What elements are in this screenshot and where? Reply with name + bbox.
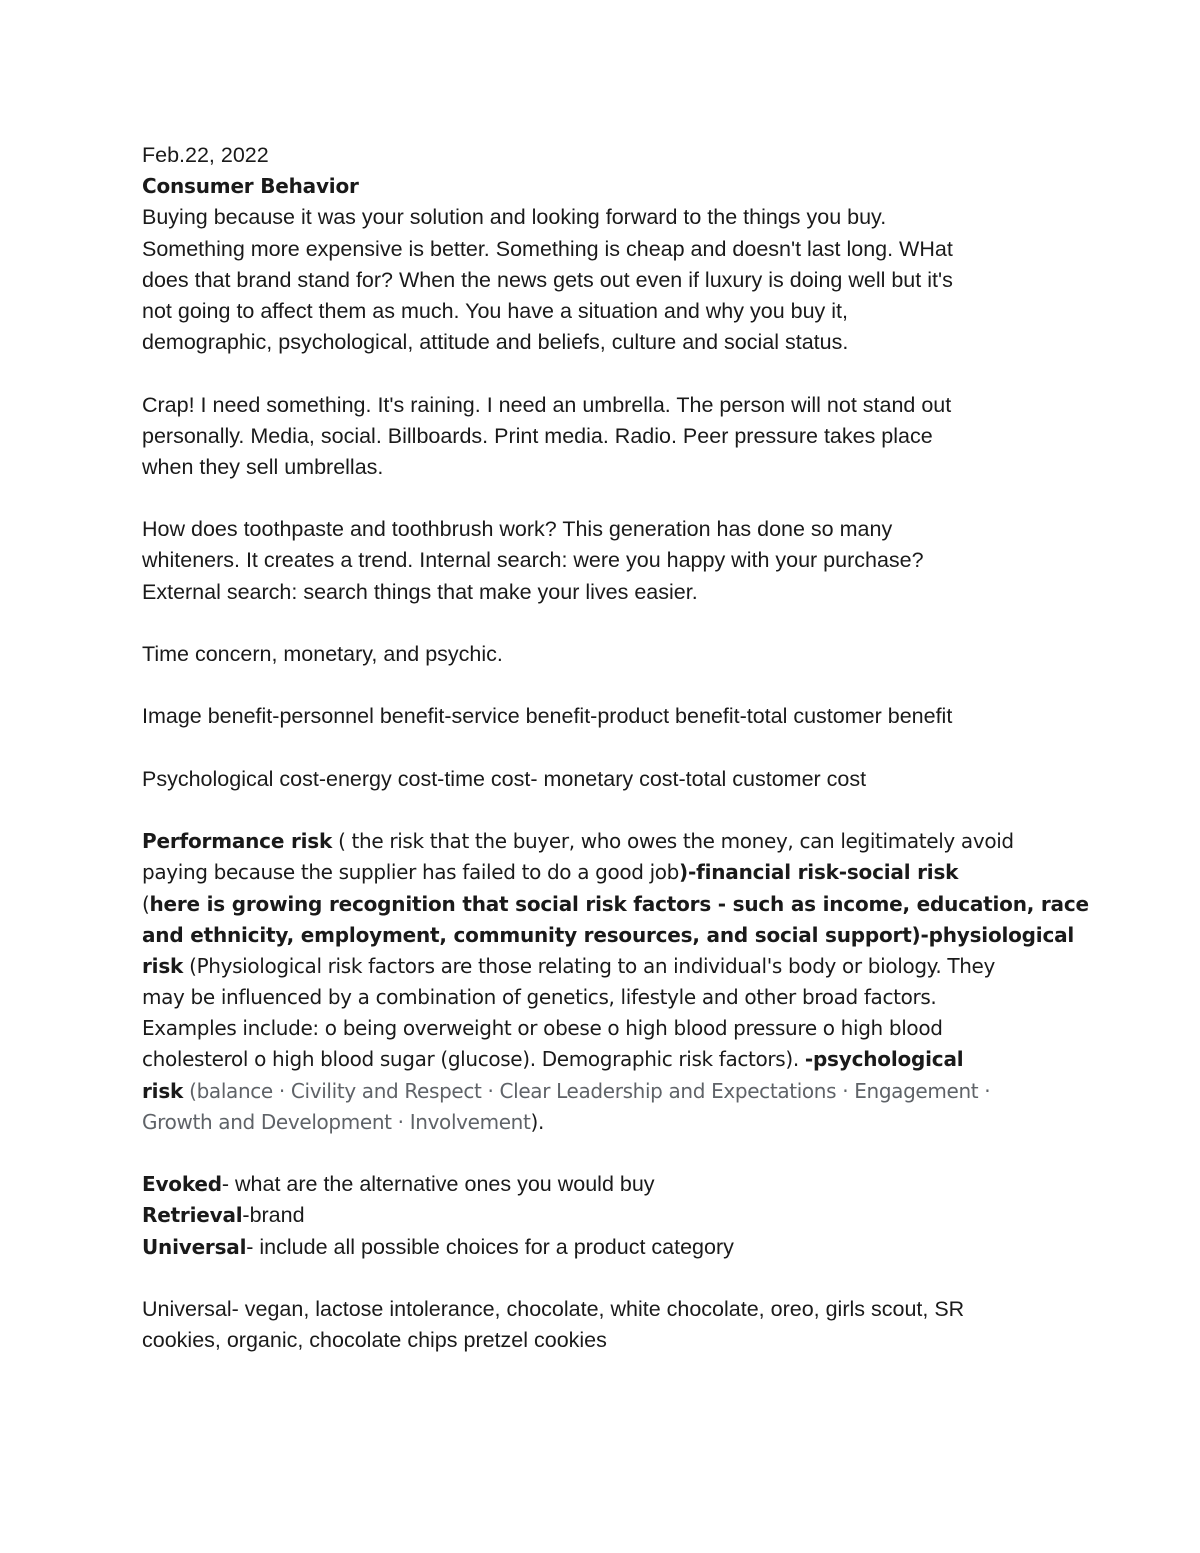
paragraph-line: whiteners. It creates a trend. Internal search: were you happy with your purchase? [142,548,924,573]
paragraph-gap [142,1263,1062,1294]
risk-text-gray: Growth and Development · Involvement [142,1109,531,1134]
paragraph-line: Something more expensive is better. Something is cheap and doesn't last long. WHat [142,236,953,261]
risk-text: cholesterol o high blood sugar (glucose). Demographic risk factors). [142,1047,805,1072]
paragraph-gap [142,733,1062,764]
risk-line [142,1076,1062,1107]
paragraph-line: does that brand stand for? When the news gets out even if luxury is doing well but it's [142,267,953,292]
universal-set-line [142,1232,1062,1263]
paragraph-line: Psychological cost-energy cost-time cost- monetary cost-total customer cost [142,766,867,791]
risk-text: (Physiological risk factors are those relating to an individual's body or biology. They [183,953,995,978]
retrieval-set-line [142,1200,1062,1231]
paragraph-gap [142,795,1062,826]
paragraph-line: Universal- vegan, lactose intolerance, chocolate, white chocolate, oreo, girls scout, SR [142,1296,965,1321]
psychological-risk-term: risk [142,1078,184,1103]
paragraph-line: How does toothpaste and toothbrush work? This generation has done so many [142,517,893,542]
document-body [142,140,1089,1356]
paragraph-line: Buying because it was your solution and looking forward to the things you buy. [142,205,887,230]
page-title: Consumer Behavior [142,174,359,199]
universal-term: Universal [142,1234,247,1259]
paragraph-line: Time concern, monetary, and psychic. [142,642,503,666]
paragraph-line: Crap! I need something. It's raining. I need an umbrella. The person will not stand out [142,392,952,417]
risk-line [142,826,1062,857]
risk-line [142,1044,1062,1075]
paragraph-gap [142,608,1062,639]
retrieval-term: Retrieval [142,1203,243,1228]
paragraph-line: demographic, psychological, attitude and beliefs, culture and social status. [142,330,849,355]
paragraph-line: cookies, organic, chocolate chips pretzel cookies [142,1328,607,1353]
financial-social-risk-term: )-financial risk-social risk [679,860,959,885]
paragraph-line: when they sell umbrellas. [142,454,384,479]
risk-line: may be influenced by a combination of genetics, lifestyle and other broad factors. [142,985,937,1010]
risk-text-gray: (balance · Civility and Respect · Clear Leadership and Expectations · Engagement · [183,1078,991,1103]
paragraph-gap [142,1138,1062,1169]
universal-definition: - include all possible choices for a product category [246,1234,734,1259]
performance-risk-term: Performance risk [142,829,333,854]
evoked-term: Evoked [142,1172,222,1197]
paragraph-line: External search: search things that make your lives easier. [142,579,698,604]
paragraph-line: personally. Media, social. Billboards. Print media. Radio. Peer pressure takes place [142,423,933,448]
risk-text: paying because the supplier has failed to do a good job [142,860,680,885]
risk-line [142,1107,1062,1138]
paragraph-line: Image benefit-personnel benefit-service benefit-product benefit-total customer benefit [142,704,953,729]
risk-line [142,857,1062,888]
retrieval-definition: -brand [242,1203,305,1228]
evoked-definition: - what are the alternative ones you would buy [221,1172,655,1197]
risk-line [142,920,1075,951]
risk-text: ( [142,891,150,916]
risk-text-bold: here is growing recognition that social risk factors - such as income, education, race [149,891,1089,916]
risk-line [142,951,1062,982]
risk-text-bold: and ethnicity, employment, community resources, and social support)-physiological [142,922,1075,947]
risk-text: ). [530,1109,544,1134]
paragraph-gap [142,483,1062,514]
date-line: Feb.22, 2022 [142,143,269,167]
paragraph-gap [142,358,1062,389]
psychological-risk-term: -psychological [804,1047,964,1072]
paragraph-line: not going to affect them as much. You have a situation and why you buy it, [142,298,848,323]
physiological-risk-term: risk [142,953,184,978]
risk-line [142,889,1089,920]
paragraph-gap [142,670,1062,701]
evoked-set-line [142,1169,1062,1200]
risk-text: ( the risk that the buyer, who owes the money, can legitimately avoid [332,829,1014,854]
risk-line: Examples include: o being overweight or obese o high blood pressure o high blood [142,1016,943,1041]
